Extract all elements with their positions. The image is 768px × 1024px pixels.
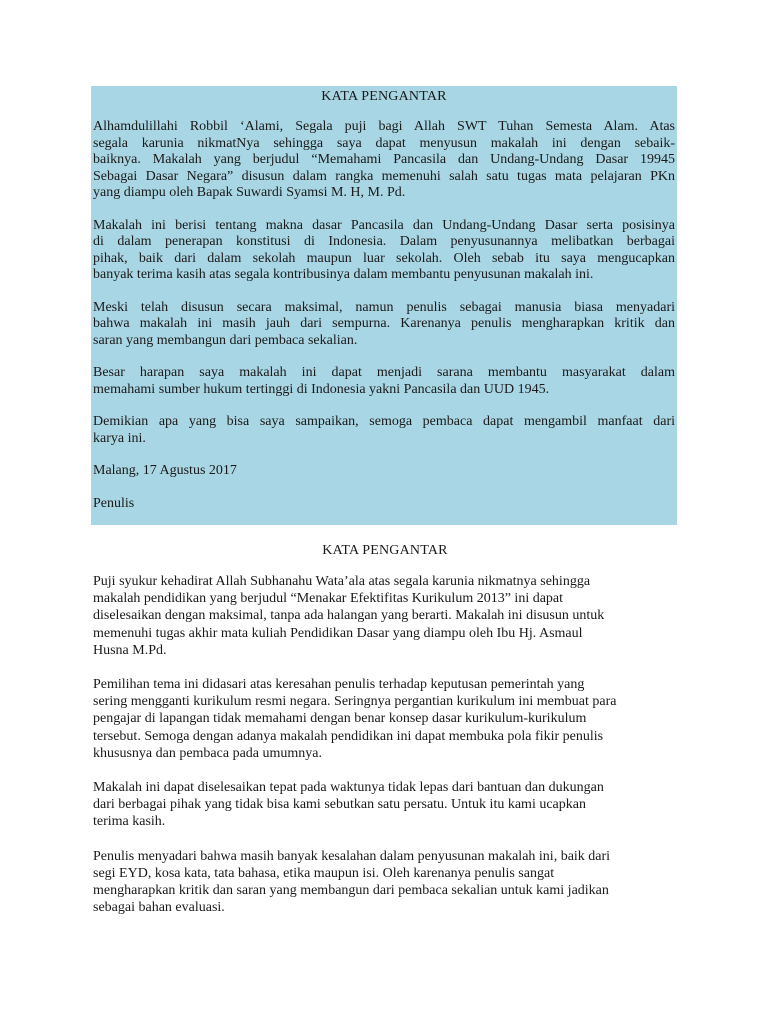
paragraph bbox=[93, 218, 675, 284]
text-line: yang diampu oleh Bapak Suwardi Syamsi M. H, M. Pd. bbox=[93, 185, 406, 200]
paragraph bbox=[93, 119, 675, 202]
paragraph bbox=[93, 414, 675, 447]
paragraph bbox=[93, 676, 677, 762]
text-line: saran yang membangun dari pembaca sekalian. bbox=[93, 332, 358, 348]
text-line: pengajar di lapangan tidak memahami dengan benar konsep dasar kurikulum-kurikulum bbox=[93, 711, 587, 727]
text-line: Sebagai Dasar Negara” disusun dalam rangka memenuhi salah satu tugas mata pelajaran PKn bbox=[93, 168, 675, 184]
signature: Penulis bbox=[93, 495, 135, 511]
text-line: mengharapkan kritik dan saran yang membangun dari pembaca sekalian untuk kami jadikan bbox=[93, 883, 609, 899]
text-line: Puji syukur kehadirat Allah Subhanahu Wata’ala atas segala karunia nikmatnya sehingga bbox=[93, 574, 591, 589]
text-line: segala karunia nikmatNya sehingga saya dapat menyusun makalah ini dengan sebaik- bbox=[93, 135, 675, 151]
text-line: segi EYD, kosa kata, tata bahasa, etika maupun isi. Oleh karenanya penulis sangat bbox=[93, 865, 555, 881]
text-line: memahami sumber hukum tertinggi di Indonesia yakni Pancasila dan UUD 1945. bbox=[93, 381, 550, 397]
text-line: banyak terima kasih atas segala kontribusinya dalam membantu penyusunan makalah ini. bbox=[93, 267, 594, 282]
section-heading: KATA PENGANTAR bbox=[321, 89, 447, 104]
text-line: Meski telah disusun secara maksimal, namun penulis sebagai manusia biasa menyadari bbox=[93, 299, 675, 315]
text-line: di dalam penerapan konstitusi di Indonesia. Dalam penyusunannya melibatkan berbagai bbox=[93, 234, 675, 249]
text-line: Demikian apa yang bisa saya sampaikan, semoga pembaca dapat mengambil manfaat dari bbox=[93, 414, 675, 429]
paragraph bbox=[93, 779, 677, 831]
text-line: dari berbagai pihak yang tidak bisa kami sebutkan satu persatu. Untuk itu kami ucapkan bbox=[93, 797, 586, 813]
text-line: karya ini. bbox=[93, 430, 146, 446]
text-line: memenuhi tugas akhir mata kuliah Pendidikan Dasar yang diampu oleh Ibu Hj. Asmaul bbox=[93, 625, 583, 641]
paragraph bbox=[93, 573, 677, 659]
text-line: Makalah ini berisi tentang makna dasar Pancasila dan Undang-Undang Dasar serta posisinya bbox=[93, 217, 675, 233]
paragraph bbox=[93, 848, 677, 917]
text-line: sering mengganti kurikulum resmi negara. Seringnya pergantian kurikulum ini membuat para bbox=[93, 694, 617, 710]
text-line: Besar harapan saya makalah ini dapat menjadi sarana membantu masyarakat dalam bbox=[93, 365, 675, 380]
text-line: Makalah ini dapat diselesaikan tepat pada waktunya tidak lepas dari bantuan dan dukungan bbox=[93, 780, 604, 796]
text-line: Husna M.Pd. bbox=[93, 642, 167, 658]
foreword-section-highlighted bbox=[91, 86, 677, 525]
paragraph bbox=[93, 300, 675, 350]
text-line: pihak, baik dari dalam sekolah maupun luar sekolah. Oleh sebab itu saya mengucapkan bbox=[93, 250, 675, 266]
text-line: terima kasih. bbox=[93, 814, 166, 830]
place-date: Malang, 17 Agustus 2017 bbox=[93, 463, 237, 478]
text-line: baiknya. Makalah yang berjudul “Memahami Pancasila dan Undang-Undang Dasar 19945 bbox=[93, 152, 675, 167]
section-heading: KATA PENGANTAR bbox=[322, 543, 448, 558]
foreword-section-plain bbox=[93, 542, 677, 916]
text-line: diselesaikan dengan maksimal, tanpa ada halangan yang berarti. Makalah ini disusun untuk bbox=[93, 608, 605, 624]
text-line: Penulis menyadari bahwa masih banyak kesalahan dalam penyusunan makalah ini, baik dari bbox=[93, 848, 611, 864]
text-line: tersebut. Semoga dengan adanya makalah pendidikan ini dapat membuka pola fikir penulis bbox=[93, 728, 604, 744]
text-line: khususnya dan pembaca pada umumnya. bbox=[93, 745, 322, 761]
text-line: Alhamdulillahi Robbil ‘Alami, Segala puji bagi Allah SWT Tuhan Semesta Alam. Atas bbox=[93, 119, 675, 134]
text-line: sebagai bahan evaluasi. bbox=[93, 900, 225, 916]
paragraph bbox=[93, 365, 675, 398]
text-line: bahwa makalah ini masih jauh dari sempurna. Karenanya penulis mengharapkan kritik dan bbox=[93, 316, 675, 331]
text-line: Pemilihan tema ini didasari atas keresahan penulis terhadap keputusan pemerintah yang bbox=[93, 677, 585, 693]
text-line: makalah pendidikan yang berjudul “Menakar Efektifitas Kurikulum 2013” ini dapat bbox=[93, 591, 564, 607]
